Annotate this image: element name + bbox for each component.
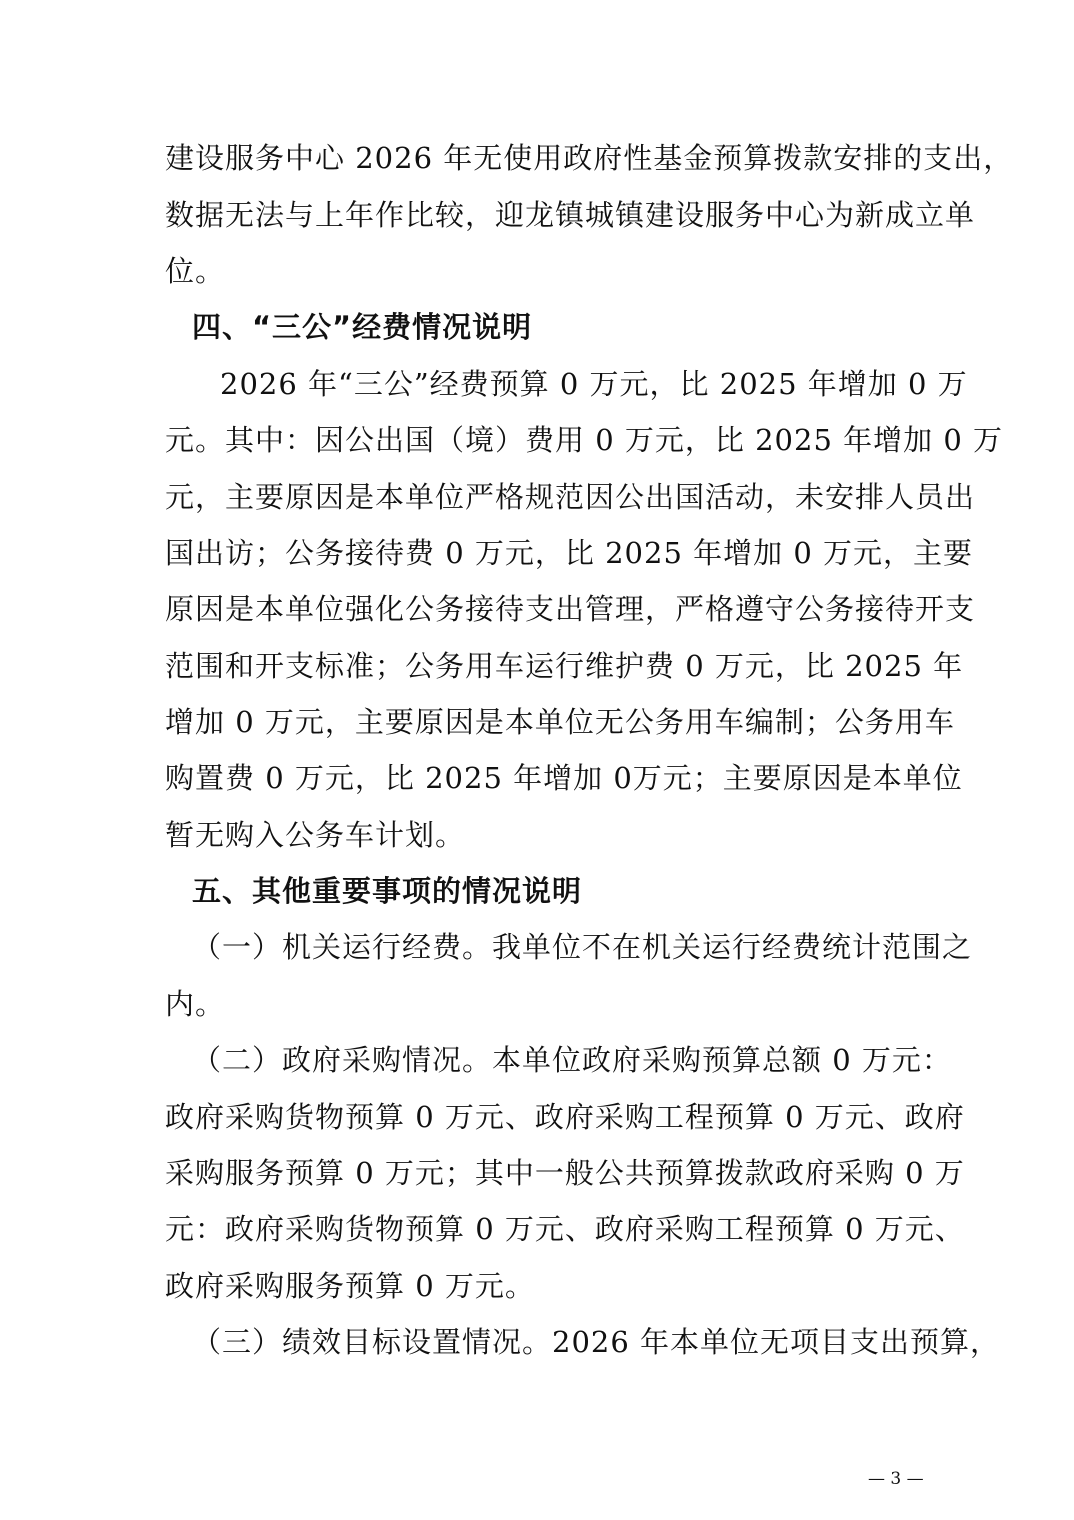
body-line: 采购服务预算 0 万元；其中一般公共预算拨款政府采购 0 万: [165, 1156, 965, 1190]
body-line: 建设服务中心 2026 年无使用政府性基金预算拨款安排的支出，: [165, 141, 1014, 175]
body-line: （二）政府采购情况。本单位政府采购预算总额 0 万元：: [192, 1043, 952, 1077]
section-heading-four: 四、“三公”经费情况说明: [192, 310, 533, 344]
body-line: 原因是本单位强化公务接待支出管理，严格遵守公务接待开支: [165, 592, 976, 626]
body-line: 数据无法与上年作比较，迎龙镇城镇建设服务中心为新成立单: [165, 198, 976, 232]
body-line: 暂无购入公务车计划。: [165, 818, 466, 852]
body-line: 增加 0 万元，主要原因是本单位无公务用车编制；公务用车: [165, 705, 955, 739]
body-line: 2026 年“三公”经费预算 0 万元，比 2025 年增加 0 万: [220, 367, 968, 401]
body-line: 元：政府采购货物预算 0 万元、政府采购工程预算 0 万元、: [165, 1212, 965, 1246]
body-line: 国出访；公务接待费 0 万元，比 2025 年增加 0 万元，主要: [165, 536, 974, 570]
page-number: — 3 —: [868, 1469, 924, 1489]
body-line: 范围和开支标准；公务用车运行维护费 0 万元，比 2025 年: [165, 649, 964, 683]
body-line: 政府采购货物预算 0 万元、政府采购工程预算 0 万元、政府: [165, 1100, 965, 1134]
body-line: 元，主要原因是本单位严格规范因公出国活动，未安排人员出: [165, 480, 976, 514]
body-line: 位。: [165, 254, 226, 288]
body-line: （三）绩效目标设置情况。2026 年本单位无项目支出预算，: [192, 1325, 1001, 1359]
body-line: （一）机关运行经费。我单位不在机关运行经费统计范围之: [192, 930, 973, 964]
body-line: 内。: [165, 987, 226, 1021]
body-line: 元。其中：因公出国（境）费用 0 万元，比 2025 年增加 0 万: [165, 423, 1004, 457]
body-line: 政府采购服务预算 0 万元。: [165, 1269, 535, 1303]
body-line: 购置费 0 万元，比 2025 年增加 0万元；主要原因是本单位: [165, 761, 963, 795]
section-heading-five: 五、其他重要事项的情况说明: [192, 874, 583, 908]
